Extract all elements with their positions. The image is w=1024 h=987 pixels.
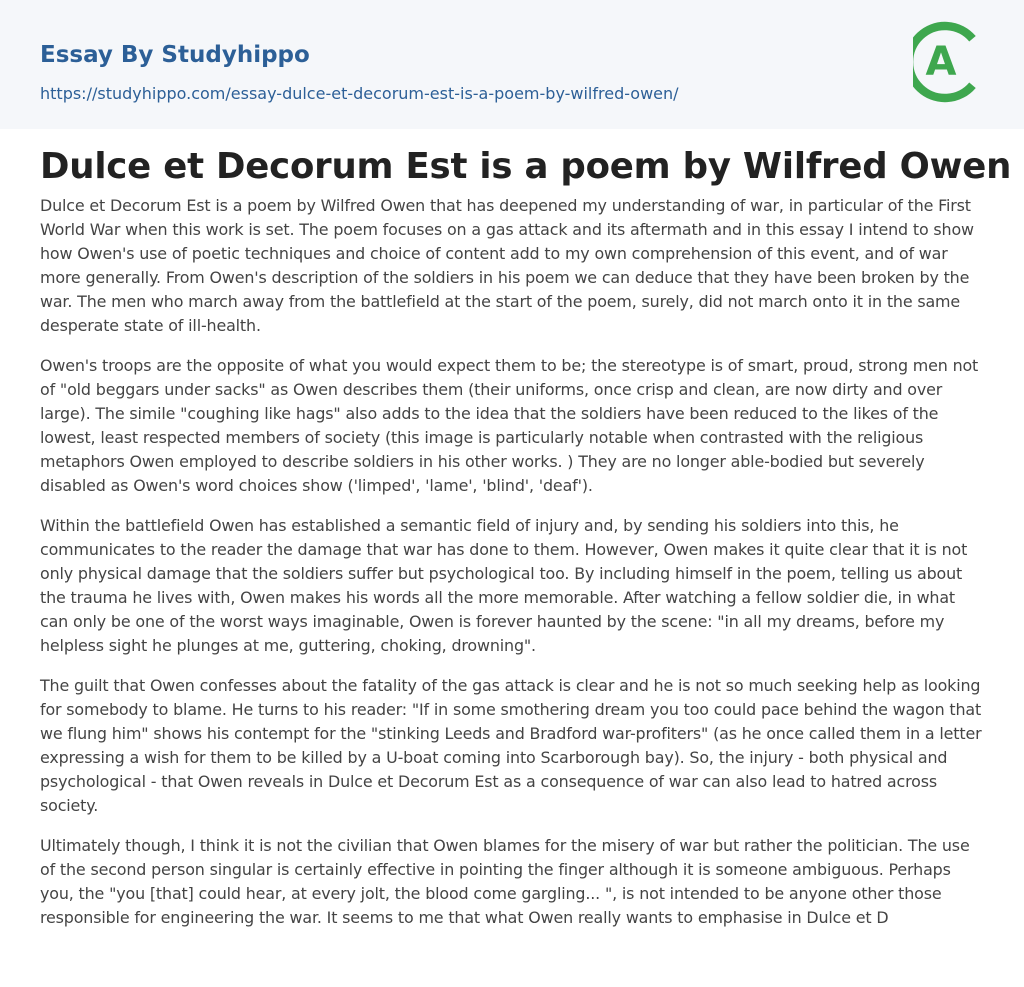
article	[40, 129, 1012, 946]
site-brand[interactable]: Essay By Studyhippo	[40, 42, 310, 68]
studyhippo-logo[interactable]	[913, 20, 985, 104]
paragraph-1: Dulce et Decorum Est is a poem by Wilfred Owen that has deepened my understanding of war, in particular of the First World War when this work is set. The poem focuses on a gas attack and its aftermath and in this essay I intend to show how Owen's use of poetic techniques and choice of content add to my own comprehension of this event, and of war more generally. From Owen's description of the soldiers in his poem we can deduce that they have been broken by the war. The men who march away from the battlefield at the start of the poem, surely, did not march onto it in the same desperate state of ill-health.	[40, 196, 974, 335]
article-title: Dulce et Decorum Est is a poem by Wilfred Owen	[40, 146, 1012, 187]
paragraph-4: The guilt that Owen confesses about the fatality of the gas attack is clear and he is not so much seeking help as looking for somebody to blame. He turns to his reader: "If in some smothering dream you too could pace behind the wagon that we flung him" shows his contempt for the "stinking Leeds and Bradford war-profiters" (as he once called them in a letter expressing a wish for them to be killed by a U-boat coming into Scarborough bay). So, the injury - both physical and psychological - that Owen reveals in Dulce et Decorum Est as a consequence of war can also lead to hatred across society.	[40, 676, 982, 815]
site-header	[0, 0, 1024, 129]
paragraph-2: Owen's troops are the opposite of what you would expect them to be; the stereotype is of smart, proud, strong men not of "old beggars under sacks" as Owen describes them (their uniforms, once crisp and clean, are now dirty and over large). The simile "coughing like hags" also adds to the idea that the soldiers have been reduced to the likes of the lowest, least respected members of society (this image is particularly notable when contrasted with the religious metaphors Owen employed to describe soldiers in his other works. ) They are no longer able-bodied but severely disabled as Owen's word choices show ('limped', 'lame', 'blind', 'deaf').	[40, 356, 979, 495]
article-body	[40, 194, 984, 930]
paragraph-5: Ultimately though, I think it is not the civilian that Owen blames for the misery of war but rather the politician. The use of the second person singular is certainly effective in pointing the finger although it is someone ambiguous. Perhaps you, the "you [that] could hear, at every jolt, the blood come gargling... ", is not intended to be anyone other those responsible for engineering the war. It seems to me that what Owen really wants to emphasise in Dulce et D	[40, 836, 970, 927]
paragraph-3: Within the battlefield Owen has established a semantic field of injury and, by sending his soldiers into this, he communicates to the reader the damage that war has done to them. However, Owen makes it quite clear that it is not only physical damage that the soldiers suffer but psychological too. By including himself in the poem, telling us about the trauma he lives with, Owen makes his words all the more memorable. After watching a fellow soldier die, in what can only be one of the worst ways imaginable, Owen is forever haunted by the scene: "in all my dreams, before my helpless sight he plunges at me, guttering, choking, drowning".	[40, 516, 968, 655]
logo-ring-icon	[913, 20, 985, 104]
logo-letter: A	[925, 39, 957, 85]
essay-url-link[interactable]: https://studyhippo.com/essay-dulce-et-decorum-est-is-a-poem-by-wilfred-owen/	[40, 84, 679, 103]
